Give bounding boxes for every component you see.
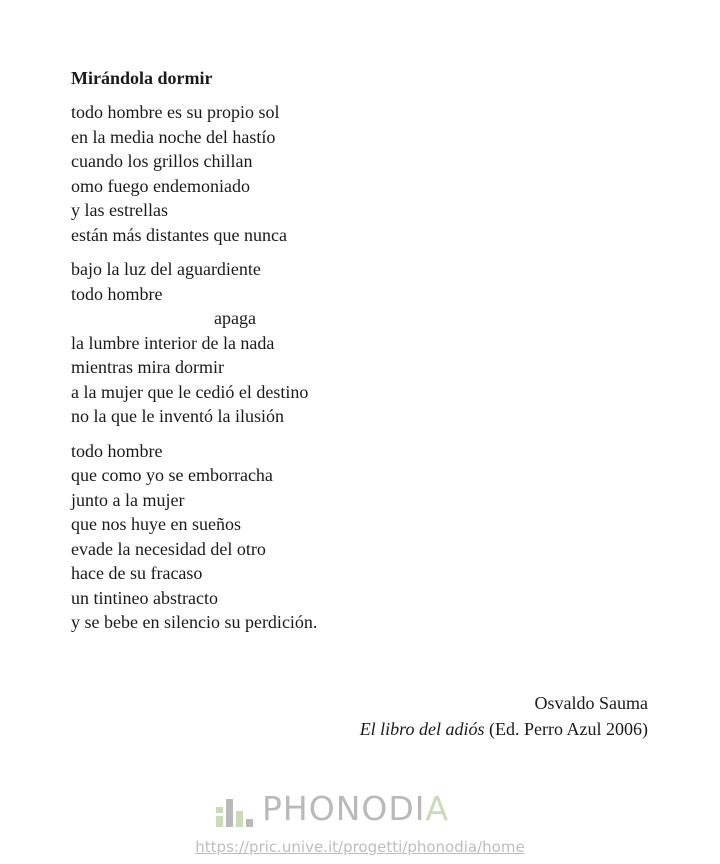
author-name: Osvaldo Sauma bbox=[534, 693, 648, 713]
poem-line: omo fuego endemoniado bbox=[71, 175, 250, 196]
stanza-1 bbox=[71, 100, 631, 247]
poem-line: un tintineo abstracto bbox=[71, 587, 218, 608]
poem-line: no la que le inventó la ilusión bbox=[71, 406, 284, 426]
poem-line: bajo la luz del aguardiente bbox=[71, 259, 261, 279]
footer-url-link[interactable]: https://pric.unive.it/progetti/phonodia/home bbox=[195, 838, 525, 856]
poem-line: mientras mira dormir bbox=[71, 357, 224, 377]
poem-line: todo hombre bbox=[71, 283, 163, 304]
poem-line: y se bebe en silencio su perdición. bbox=[71, 612, 318, 632]
poem-line: cuando los grillos chillan bbox=[71, 151, 253, 171]
poem-line: hace de su fracaso bbox=[71, 563, 203, 583]
poem-line: evade la necesidad del otro bbox=[71, 538, 266, 559]
poem bbox=[71, 66, 631, 645]
poem-line: todo hombre es su propio sol bbox=[71, 102, 280, 122]
poem-line: a la mujer que le cedió el destino bbox=[71, 381, 309, 402]
poem-line: junto a la mujer bbox=[71, 489, 185, 510]
book-title: El libro del adiós bbox=[359, 719, 485, 739]
stanza-2 bbox=[71, 257, 631, 429]
logo-text-accent: A bbox=[425, 789, 450, 828]
poem-line: todo hombre bbox=[71, 440, 163, 461]
poem-line-indented: apaga bbox=[214, 308, 256, 328]
publication-info: (Ed. Perro Azul 2006) bbox=[484, 719, 648, 739]
poem-line: en la media noche del hastío bbox=[71, 126, 276, 147]
logo-text-main: PHONODI bbox=[262, 789, 426, 828]
bar-chart-logo-icon bbox=[216, 791, 256, 827]
poem-line: la lumbre interior de la nada bbox=[71, 332, 275, 353]
attribution bbox=[360, 690, 648, 742]
phonodia-logo bbox=[216, 789, 449, 829]
stanza-3 bbox=[71, 439, 631, 635]
book-citation bbox=[360, 716, 648, 742]
poem-line: que nos huye en sueños bbox=[71, 514, 241, 534]
poem-line: y las estrellas bbox=[71, 200, 168, 220]
poem-title: Mirándola dormir bbox=[71, 68, 213, 88]
poem-line: que como yo se emborracha bbox=[71, 465, 273, 485]
logo-text bbox=[262, 789, 449, 829]
poem-line: están más distantes que nunca bbox=[71, 224, 287, 245]
